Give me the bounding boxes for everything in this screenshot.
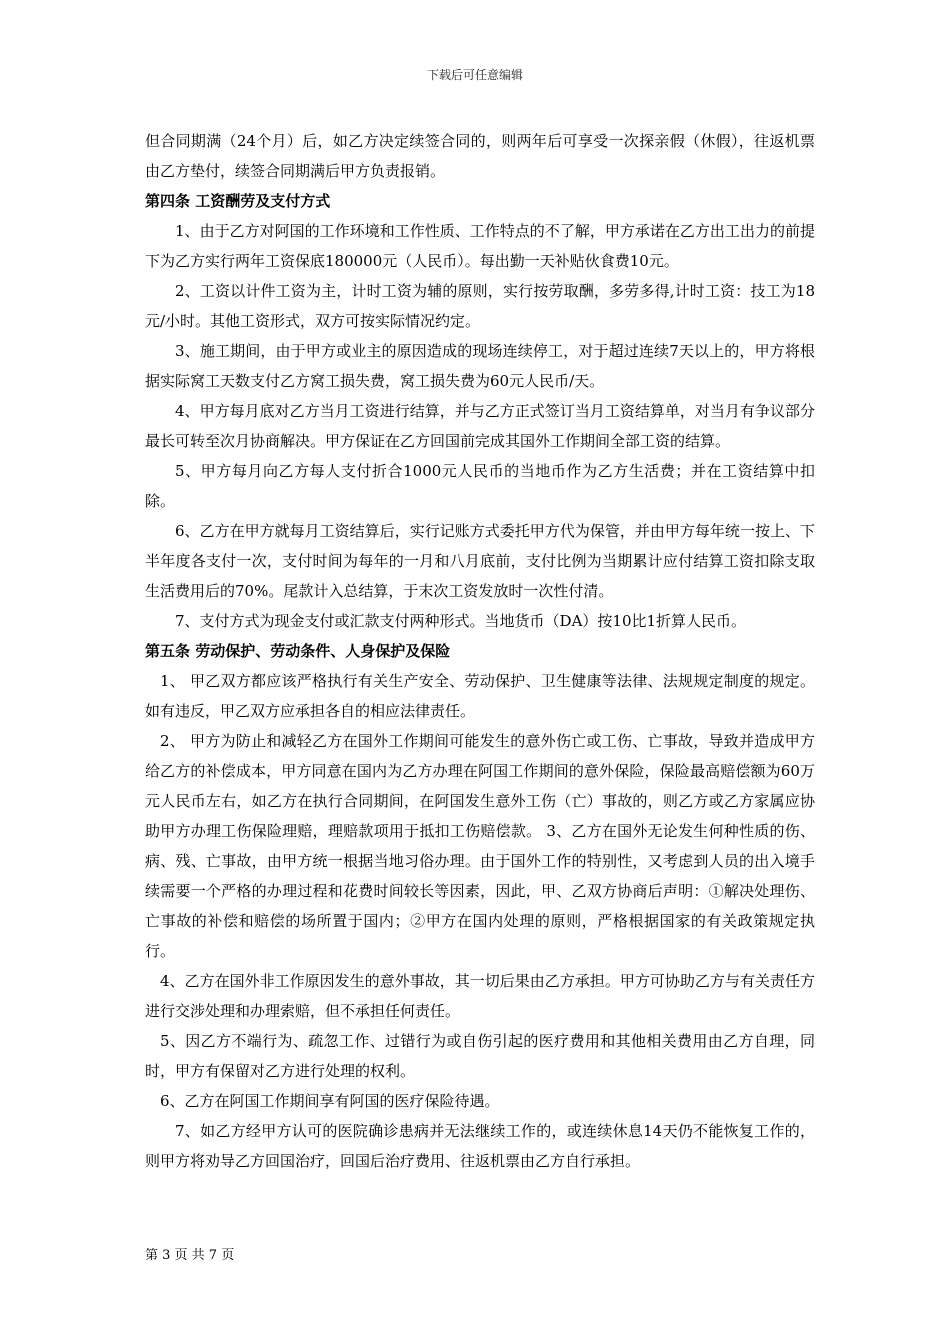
page-footer: 第 3 页 共 7 页	[145, 1248, 235, 1263]
paragraph: 6、乙方在阿国工作期间享有阿国的医疗保险待遇。	[160, 1092, 500, 1110]
paragraph: 3、施工期间，由于甲方或业主的原因造成的现场连续停工，对于超过连续7天以上的，甲方将根据实际窝工天数支付乙方窝工损失费，窝工损失费为60元人民币/天。	[145, 342, 815, 390]
paragraph: 4、甲方每月底对乙方当月工资进行结算，并与乙方正式签订当月工资结算单，对当月有争议部分最长可转至次月协商解决。甲方保证在乙方回国前完成其国外工作期间全部工资的结算。	[145, 402, 815, 450]
paragraph: 5、因乙方不端行为、疏忽工作、过错行为或自伤引起的医疗费用和其他相关费用由乙方自理，同时，甲方有保留对乙方进行处理的权利。	[145, 1032, 815, 1080]
page-header: 下载后可任意编辑	[426, 68, 523, 82]
paragraph: 7、如乙方经甲方认可的医院确诊患病并无法继续工作的，或连续休息14天仍不能恢复工作的，则甲方将劝导乙方回国治疗，回国后治疗费用、往返机票由乙方自行承担。	[145, 1122, 815, 1170]
paragraph: 5、甲方每月向乙方每人支付折合1000元人民币的当地币作为乙方生活费；并在工资结算中扣除。	[145, 462, 815, 510]
paragraph: 7、支付方式为现金支付或汇款支付两种形式。当地货币（DA）按10比1折算人民币。	[175, 612, 747, 630]
paragraph: 但合同期满（24个月）后，如乙方决定续签合同的，则两年后可享受一次探亲假（休假），往返机票由乙方垫付，续签合同期满后甲方负责报销。	[145, 132, 815, 180]
paragraph: 1、 甲乙双方都应该严格执行有关生产安全、劳动保护、卫生健康等法律、法规规定制度的规定。如有违反，甲乙双方应承担各自的相应法律责任。	[145, 672, 815, 720]
document-body	[145, 126, 815, 1176]
paragraph: 2、 甲方为防止和减轻乙方在国外工作期间可能发生的意外伤亡或工伤、亡事故，导致并造成甲方给乙方的补偿成本，甲方同意在国内为乙方办理在阿国工作期间的意外保险，保险最高赔偿额为60万元人民币左右，如乙方在执行合同期间，在阿国发生意外工伤（亡）事故的，则乙方或乙方家属应协助甲方办理工伤保险理赔，理赔款项用于抵扣工伤赔偿款。 3、乙方在国外无论发生何种性质的伤、病、残、亡事故，由甲方统一根据当地习俗办理。由于国外工作的特别性，又考虑到人员的出入境手续需要一个严格的办理过程和花费时间较长等因素，因此，甲、乙双方协商后声明：①解决处理伤、亡事故的补偿和赔偿的场所置于国内；②甲方在国内处理的原则，严格根据国家的有关政策规定执行。	[145, 732, 815, 960]
section-heading-5: 第五条 劳动保护、劳动条件、人身保护及保险	[145, 642, 451, 660]
section-heading-4: 第四条 工资酬劳及支付方式	[145, 192, 331, 210]
paragraph: 1、由于乙方对阿国的工作环境和工作性质、工作特点的不了解，甲方承诺在乙方出工出力的前提下为乙方实行两年工资保底180000元（人民币）。每出勤一天补贴伙食费10元。	[145, 222, 815, 270]
paragraph: 6、乙方在甲方就每月工资结算后，实行记账方式委托甲方代为保管，并由甲方每年统一按上、下半年度各支付一次，支付时间为每年的一月和八月底前，支付比例为当期累计应付结算工资扣除支取生活费用后的70%。尾款计入总结算，于末次工资发放时一次性付清。	[145, 522, 815, 600]
paragraph: 2、工资以计件工资为主，计时工资为辅的原则，实行按劳取酬，多劳多得,计时工资：技工为18元/小时。其他工资形式，双方可按实际情况约定。	[145, 282, 815, 330]
paragraph: 4、乙方在国外非工作原因发生的意外事故，其一切后果由乙方承担。甲方可协助乙方与有关责任方进行交涉处理和办理索赔，但不承担任何责任。	[145, 972, 815, 1020]
